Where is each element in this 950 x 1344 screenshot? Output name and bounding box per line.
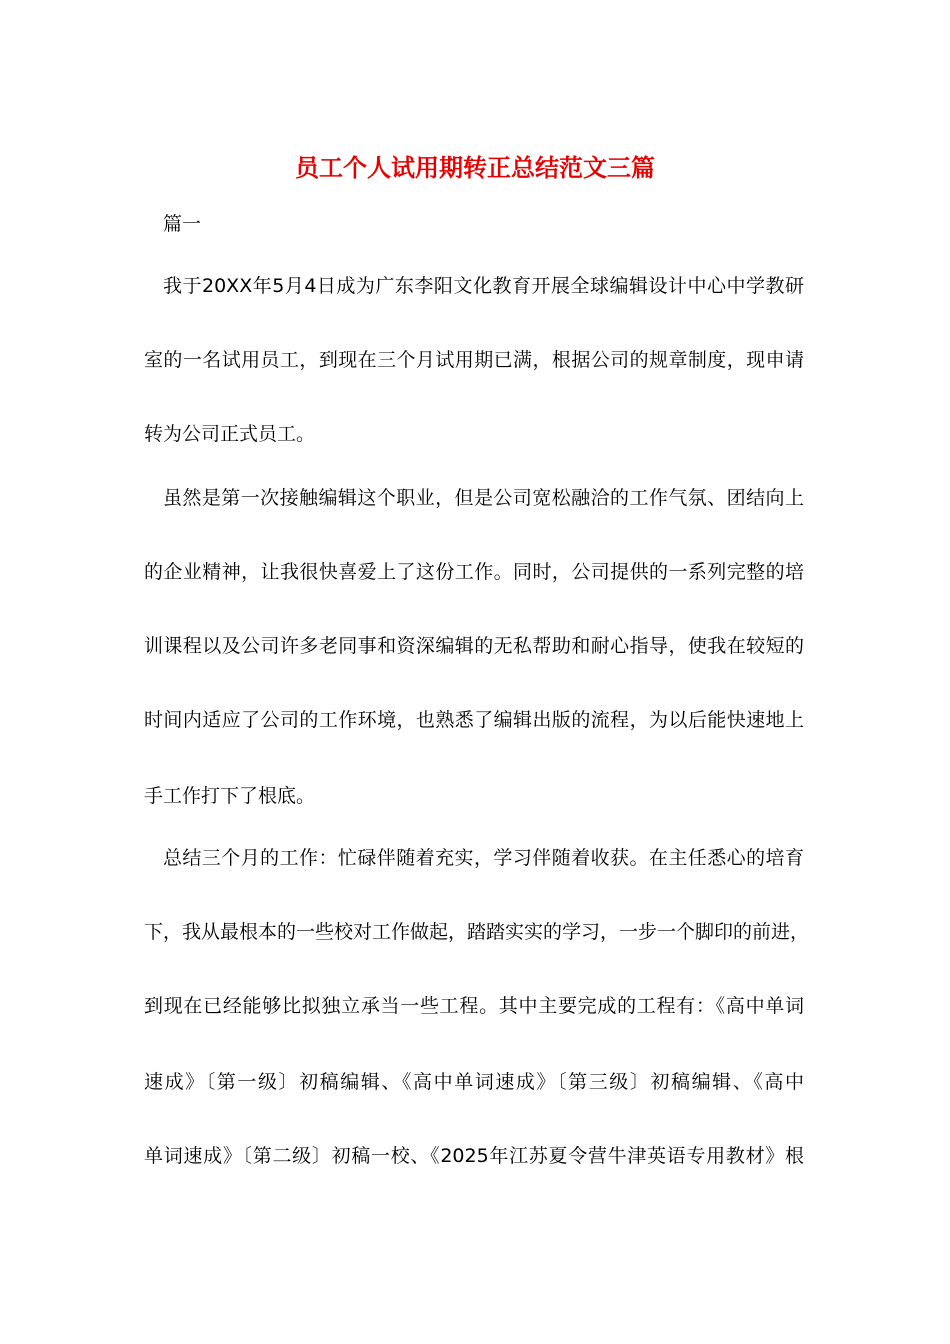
paragraph-line: 训课程以及公司许多老同事和资深编辑的无私帮助和耐心指导，使我在较短的 xyxy=(144,635,804,657)
paragraph-line: 到现在已经能够比拟独立承当一些工程。其中主要完成的工程有：《高中单词 xyxy=(144,995,804,1017)
paragraph-line: 时间内适应了公司的工作环境，也熟悉了编辑出版的流程，为以后能快速地上 xyxy=(144,709,804,731)
paragraph-line: 速成》〔第一级〕初稿编辑、《高中单词速成》〔第三级〕初稿编辑、《高中 xyxy=(144,1071,804,1093)
paragraph-line: 手工作打下了根底。 xyxy=(144,785,316,807)
paragraph-line: 总结三个月的工作：忙碌伴随着充实，学习伴随着收获。在主任悉心的培育 xyxy=(163,847,804,869)
paragraph-line: 的企业精神，让我很快喜爱上了这份工作。同时，公司提供的一系列完整的培 xyxy=(144,561,804,583)
paragraph-line: 室的一名试用员工，到现在三个月试用期已满，根据公司的规章制度，现申请 xyxy=(144,349,804,371)
paragraph-line: 虽然是第一次接触编辑这个职业，但是公司宽松融洽的工作气氛、团结向上 xyxy=(163,487,804,509)
document-title: 员工个人试用期转正总结范文三篇 xyxy=(295,153,655,182)
paragraph-line: 转为公司正式员工。 xyxy=(144,423,316,445)
paragraph-line: 我于20XX年5月4日成为广东李阳文化教育开展全球编辑设计中心中学教研 xyxy=(163,275,804,297)
paragraph-line: 下，我从最根本的一些校对工作做起，踏踏实实的学习，一步一个脚印的前进， xyxy=(144,921,810,943)
section-label: 篇一 xyxy=(163,213,202,235)
paragraph-line: 单词速成》〔第二级〕初稿一校、《2025年江苏夏令营牛津英语专用教材》根 xyxy=(144,1145,804,1167)
